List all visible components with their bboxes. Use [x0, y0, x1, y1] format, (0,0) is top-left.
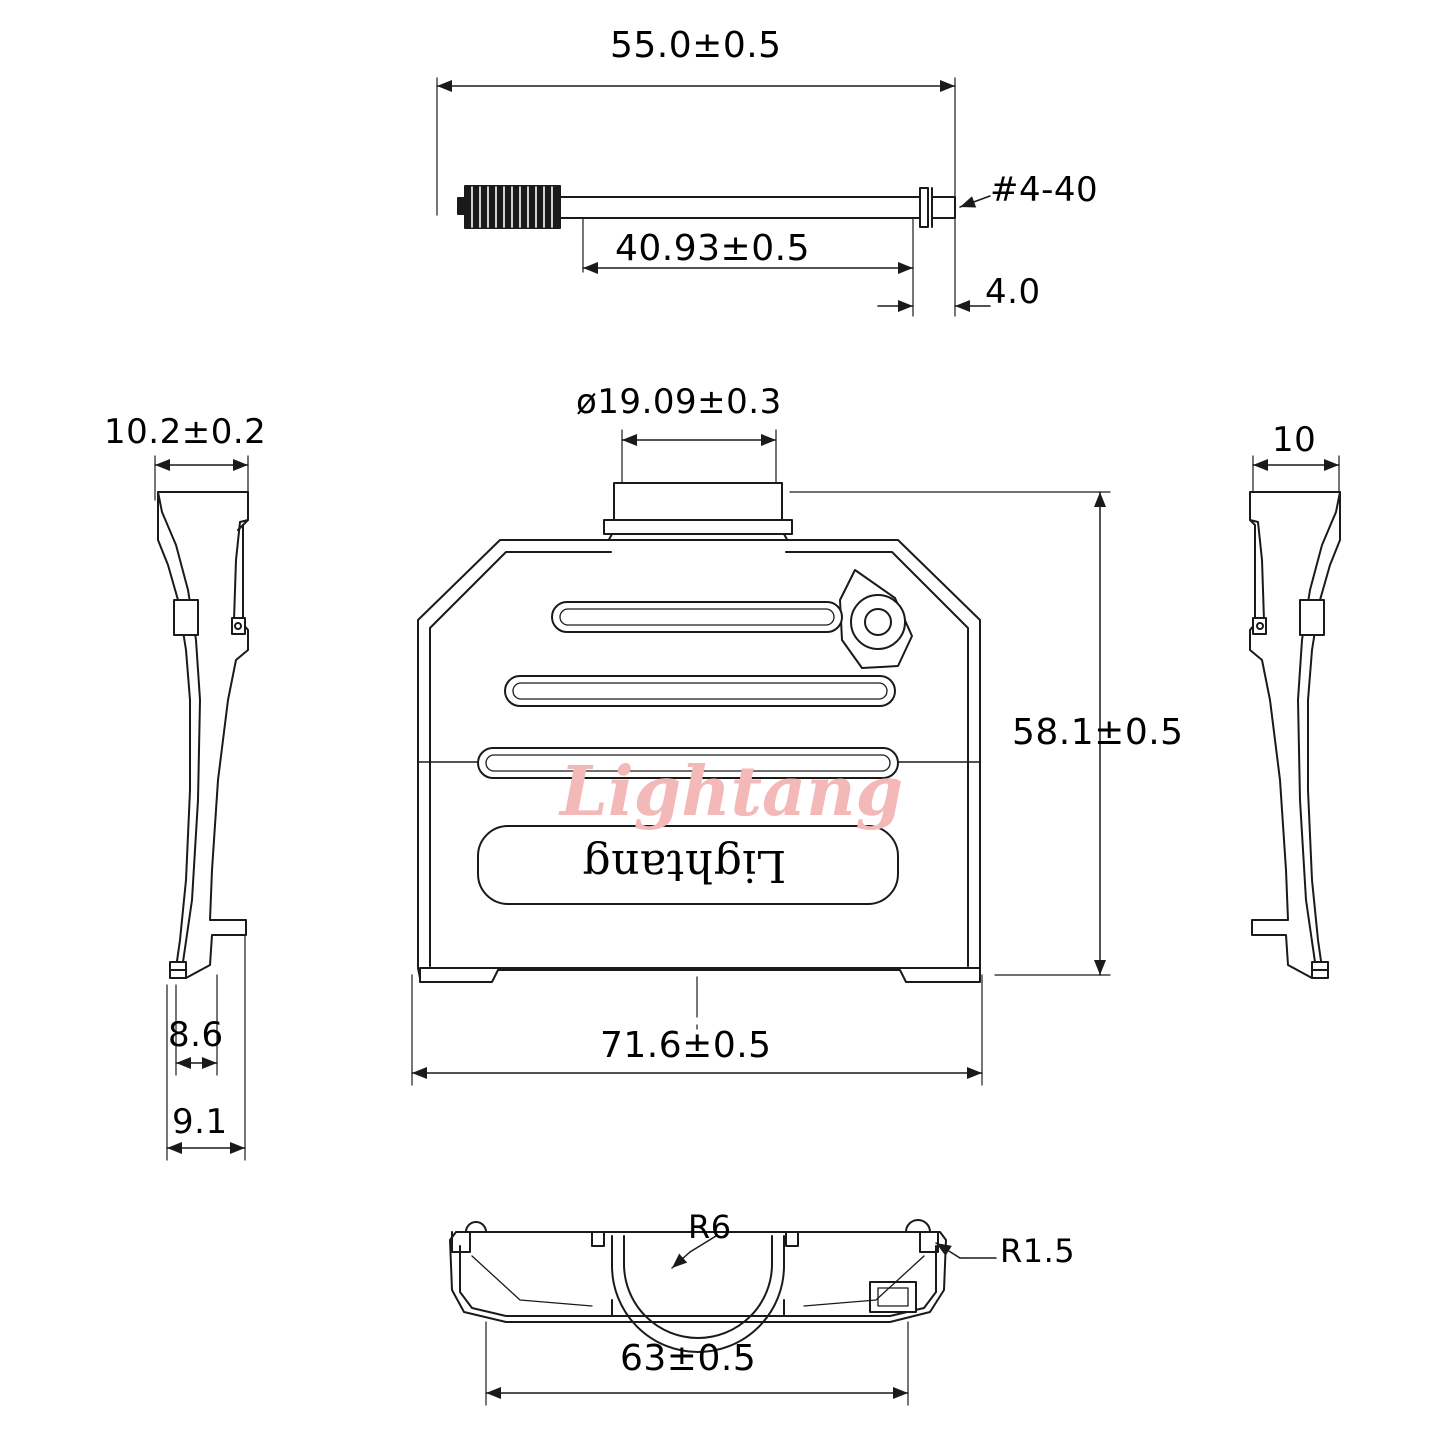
- front-hood-view: [412, 430, 1110, 1085]
- watermark-logo: Lightang: [560, 752, 904, 832]
- dim-cable-exit-diameter: ø19.09±0.3: [576, 382, 782, 422]
- dim-right-side-width: 10: [1272, 420, 1317, 460]
- dim-screw-head-length: 4.0: [985, 272, 1041, 312]
- dim-overall-screw-length: 55.0±0.5: [610, 25, 782, 66]
- dim-radius-large: R6: [688, 1208, 732, 1246]
- dim-hood-width: 71.6±0.5: [600, 1025, 772, 1066]
- screw-assembly-view: [437, 78, 990, 316]
- part-marking-label: Lightang: [582, 840, 787, 891]
- dim-screw-shank-length: 40.93±0.5: [615, 228, 810, 269]
- dim-hood-height: 58.1±0.5: [1012, 712, 1184, 753]
- side-profile-right-view: [1250, 456, 1340, 978]
- dim-radius-small: R1.5: [1000, 1232, 1076, 1270]
- dim-left-side-width: 10.2±0.2: [104, 412, 267, 452]
- dim-thread-spec: #4-40: [990, 170, 1099, 210]
- dim-left-base-width: 9.1: [172, 1102, 228, 1142]
- dim-bottom-width: 63±0.5: [620, 1338, 757, 1379]
- dim-left-foot-width: 8.6: [168, 1015, 224, 1055]
